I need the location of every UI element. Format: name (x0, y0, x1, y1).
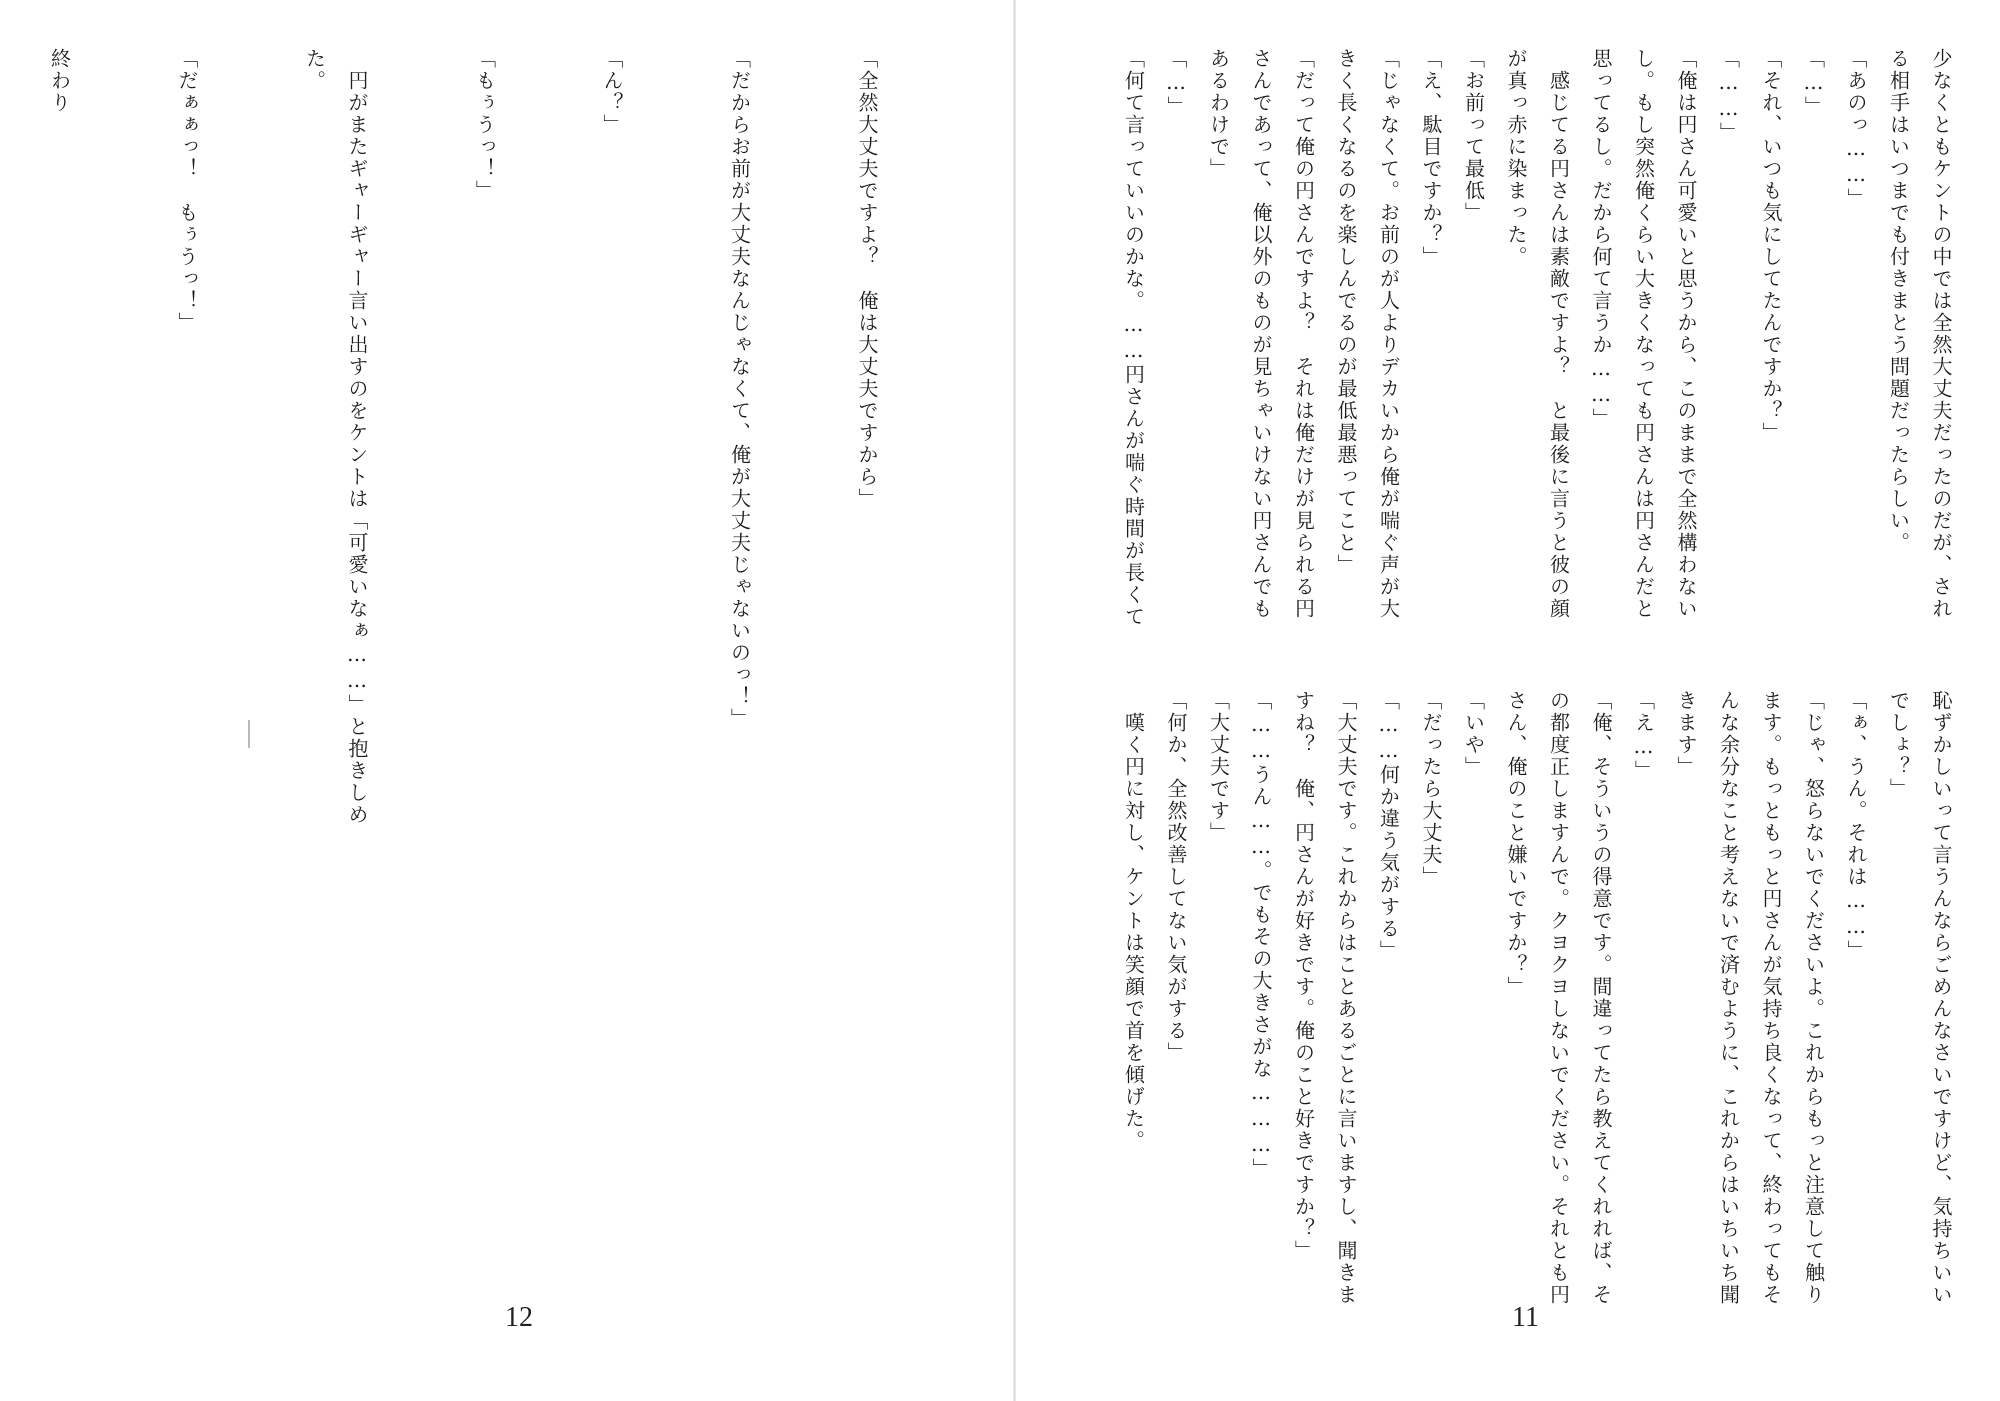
text-line: 「じゃ、怒らないでくださいよ。これからもっと注意して触ります。もっともっと円さんが気持ち良くなって、終わってもそんな余分なこと考えないで済むように、これからはいちいち聞きます」 (1674, 690, 1826, 1306)
text-line: 「大丈夫です」 (1206, 690, 1231, 844)
text-line: 「いや」 (1461, 690, 1486, 778)
right-page-bottom-text (1112, 690, 1962, 1320)
text-line: 円がまたギャーギャー言い出すのをケントは「可愛いなぁ……」と抱きしめた。 (302, 48, 369, 826)
text-line: 感じてる円さんは素敵ですよ？ と最後に言うと彼の顔が真っ赤に染まった。 (1504, 48, 1571, 620)
text-line: 「俺は円さん可愛いと思うから、このままで全然構わないし。もし突然俺くらい大きくなっても円さんは円さんだと思ってるし。だから何て言うか……」 (1589, 48, 1698, 620)
right-page-top-text (1112, 48, 1962, 638)
text-line: 「……何か違う気がする」 (1376, 690, 1401, 962)
right-page (1016, 0, 2000, 1401)
text-line: 「だったら大丈夫」 (1419, 690, 1443, 888)
text-line: 恥ずかしいって言うんならごめんなさいですけど、気持ちいいでしょ？」 (1886, 690, 1953, 1306)
text-line: 「え、駄目ですか？」 (1419, 48, 1443, 268)
text-line: 嘆く円に対し、ケントは笑顔で首を傾げた。 (1121, 690, 1146, 1152)
text-line: 「何て言っていいのかな。……円さんが喘ぐ時間が長くて (1121, 48, 1146, 628)
text-line: 「大丈夫です。これからはことあるごとに言いますし、聞きますね？ 俺、円さんが好きです。俺のこと好きですか？」 (1291, 690, 1358, 1306)
text-line: 少なくともケントの中では全然大丈夫だったのだが、される相手はいつまでも付きまとう問題だったらしい。 (1886, 48, 1953, 620)
scan-mark (248, 720, 250, 748)
text-line: 「だぁぁっ！ もぅうっ！」 (175, 48, 199, 334)
text-line: 終わり (47, 48, 72, 114)
text-line: 「じゃなくて。お前のが人よりデカいから俺が喘ぐ声が大きく長くなるのを楽しんでるのが最低最悪ってこと」 (1334, 48, 1401, 620)
text-line: 「お前って最低」 (1461, 48, 1486, 224)
text-line: 「……」 (1716, 48, 1741, 144)
text-line: 「…」 (1801, 48, 1826, 118)
page-number: 11 (1512, 1302, 1539, 1333)
page-number: 12 (505, 1302, 533, 1333)
text-line: 「全然大丈夫ですよ？ 俺は大丈夫ですから」 (855, 48, 879, 510)
left-page-text (0, 48, 973, 868)
text-line: 「俺、そういうの得意です。間違ってたら教えてくれれば、その都度正しますんで。クヨクヨしないでください。それとも円さん、俺のこと嫌いですか？」 (1504, 690, 1613, 1306)
text-line: 「……うん……。でもその大きさがな………」 (1249, 690, 1273, 1180)
text-line: 「…」 (1164, 48, 1188, 118)
text-line: 「あのっ……」 (1844, 48, 1868, 210)
text-line: 「ぁ、うん。それは……」 (1844, 690, 1868, 962)
text-line: 「何か、全然改善してない気がする」 (1164, 690, 1188, 1064)
text-line: 「だからお前が大丈夫なんじゃなくて、俺が大丈夫じゃないのっ！」 (727, 48, 752, 730)
text-line: 「え…」 (1631, 690, 1656, 782)
text-line: 「だって俺の円さんですよ？ それは俺だけが見られる円さんであって、俺以外のものが見ちゃいけない円さんでもあるわけで」 (1206, 48, 1316, 620)
text-line: 「もぅうっ！」 (472, 48, 497, 202)
text-line: 「ん？」 (600, 48, 624, 136)
text-line: 「それ、いつも気にしてたんですか？」 (1759, 48, 1783, 444)
